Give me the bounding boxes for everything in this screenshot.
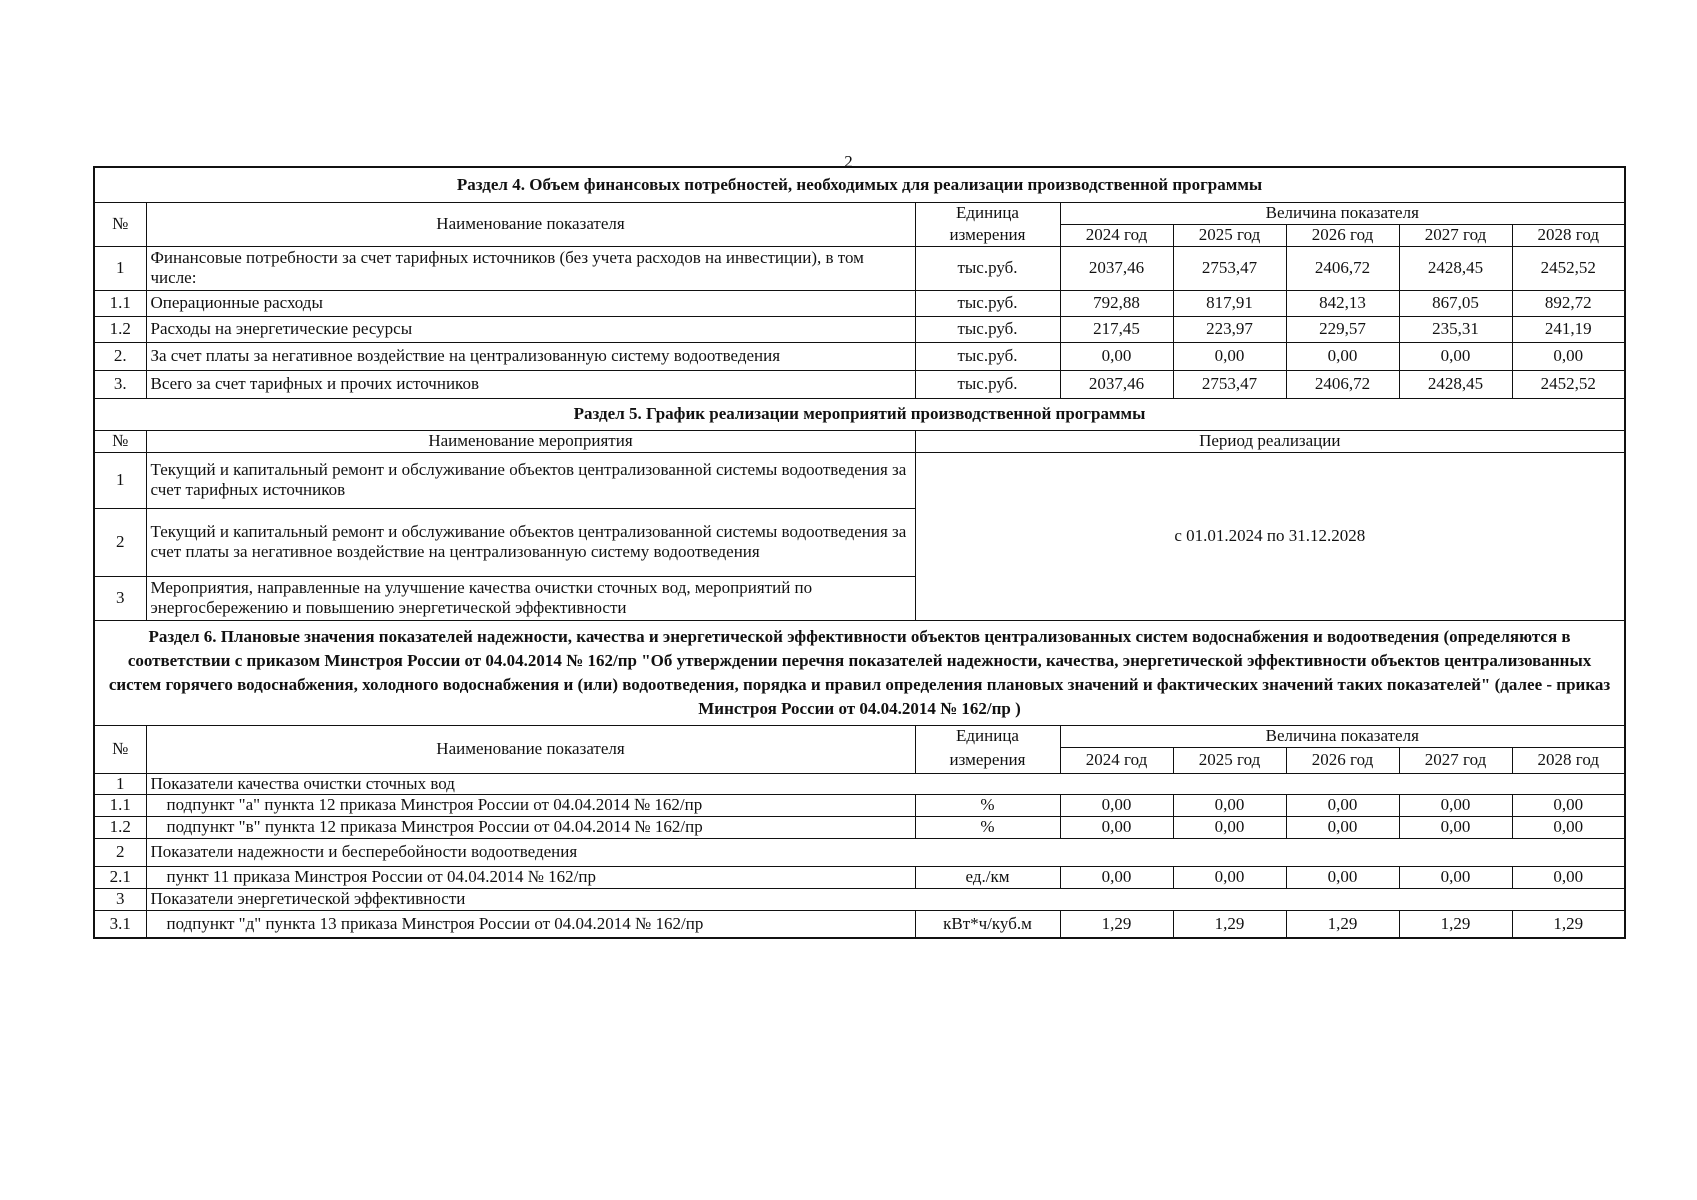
row-name: Финансовые потребности за счет тарифных источников (без учета расходов на инвестиции), в том числе: xyxy=(146,246,915,290)
value-2028: 0,00 xyxy=(1512,342,1625,370)
value-2026: 0,00 xyxy=(1286,342,1399,370)
value-2024: 1,29 xyxy=(1060,910,1173,938)
row-name: подпункт "в" пункта 12 приказа Минстроя России от 04.04.2014 № 162/пр xyxy=(146,816,915,838)
value-2027: 0,00 xyxy=(1399,816,1512,838)
section6-title: Раздел 6. Плановые значения показателей надежности, качества и энергетической эффективности объектов централизованных систем водоснабжения и водоотведения (определяются в соответствии с приказом Минстроя России от 04.04.2014 № 162/пр "Об утверждении перечня показателей надежности, качества, энергетической эффективности объектов централизованных систем горячего водоснабжения, холодного водоснабжения и (или) водоотведения, порядка и правил определения плановых значений и фактических значений таких показателей" (далее - приказ Минстроя России от 04.04.2014 № 162/пр ) xyxy=(94,620,1625,725)
row-num: 3 xyxy=(94,888,146,910)
header-value: Величина показателя xyxy=(1060,202,1625,224)
row-num: 3. xyxy=(94,370,146,398)
value-2025: 0,00 xyxy=(1173,866,1286,888)
row-name: Всего за счет тарифных и прочих источников xyxy=(146,370,915,398)
table-row xyxy=(94,452,1625,508)
value-2024: 2037,46 xyxy=(1060,370,1173,398)
value-2028: 0,00 xyxy=(1512,794,1625,816)
section6-title-row xyxy=(94,620,1625,725)
section5-title-row xyxy=(94,398,1625,430)
header-period: Период реализации xyxy=(915,430,1625,452)
value-2028: 2452,52 xyxy=(1512,246,1625,290)
row-num: 1.1 xyxy=(94,290,146,316)
row-unit: ед./км xyxy=(915,866,1060,888)
year-2027: 2027 год xyxy=(1399,747,1512,773)
row-unit: тыс.руб. xyxy=(915,290,1060,316)
value-2028: 0,00 xyxy=(1512,866,1625,888)
value-2028: 1,29 xyxy=(1512,910,1625,938)
group-row xyxy=(94,773,1625,794)
table-row xyxy=(94,342,1625,370)
year-2025: 2025 год xyxy=(1173,224,1286,246)
row-num: 1.1 xyxy=(94,794,146,816)
row-num: 2. xyxy=(94,342,146,370)
row-name: подпункт "д" пункта 13 приказа Минстроя России от 04.04.2014 № 162/пр xyxy=(146,910,915,938)
row-name: пункт 11 приказа Минстроя России от 04.04.2014 № 162/пр xyxy=(146,866,915,888)
value-2025: 0,00 xyxy=(1173,342,1286,370)
year-2024: 2024 год xyxy=(1060,747,1173,773)
table-row xyxy=(94,794,1625,816)
header-num: № xyxy=(94,725,146,773)
value-2026: 0,00 xyxy=(1286,866,1399,888)
year-2026: 2026 год xyxy=(1286,747,1399,773)
row-name: Расходы на энергетические ресурсы xyxy=(146,316,915,342)
value-2027: 0,00 xyxy=(1399,866,1512,888)
value-2024: 2037,46 xyxy=(1060,246,1173,290)
row-unit: тыс.руб. xyxy=(915,316,1060,342)
group-name: Показатели надежности и бесперебойности водоотведения xyxy=(146,838,1625,866)
group-row xyxy=(94,838,1625,866)
value-2027: 235,31 xyxy=(1399,316,1512,342)
row-unit: тыс.руб. xyxy=(915,370,1060,398)
value-2025: 0,00 xyxy=(1173,794,1286,816)
row-num: 2 xyxy=(94,838,146,866)
row-num: 1.2 xyxy=(94,316,146,342)
row-unit: кВт*ч/куб.м xyxy=(915,910,1060,938)
year-2027: 2027 год xyxy=(1399,224,1512,246)
header-unit-line1: Единица xyxy=(915,725,1060,747)
section4-title: Раздел 4. Объем финансовых потребностей, необходимых для реализации производственной программы xyxy=(94,167,1625,202)
header-name: Наименование показателя xyxy=(146,202,915,246)
table-row xyxy=(94,866,1625,888)
value-2025: 817,91 xyxy=(1173,290,1286,316)
value-2028: 0,00 xyxy=(1512,816,1625,838)
section5-title: Раздел 5. График реализации мероприятий производственной программы xyxy=(94,398,1625,430)
header-unit-line2: измерения xyxy=(915,747,1060,773)
row-num: 3 xyxy=(94,576,146,620)
value-2025: 2753,47 xyxy=(1173,246,1286,290)
year-2026: 2026 год xyxy=(1286,224,1399,246)
row-name: За счет платы за негативное воздействие на централизованную систему водоотведения xyxy=(146,342,915,370)
value-2024: 0,00 xyxy=(1060,794,1173,816)
row-unit: % xyxy=(915,816,1060,838)
row-unit: тыс.руб. xyxy=(915,246,1060,290)
section5-header-row xyxy=(94,430,1625,452)
value-2026: 229,57 xyxy=(1286,316,1399,342)
row-name: подпункт "а" пункта 12 приказа Минстроя России от 04.04.2014 № 162/пр xyxy=(146,794,915,816)
value-2028: 241,19 xyxy=(1512,316,1625,342)
group-name: Показатели энергетической эффективности xyxy=(146,888,1625,910)
value-2026: 2406,72 xyxy=(1286,370,1399,398)
table-row xyxy=(94,910,1625,938)
group-row xyxy=(94,888,1625,910)
header-num: № xyxy=(94,430,146,452)
value-2028: 892,72 xyxy=(1512,290,1625,316)
value-2027: 2428,45 xyxy=(1399,246,1512,290)
document-table xyxy=(93,166,1626,939)
table-row xyxy=(94,290,1625,316)
row-unit: % xyxy=(915,794,1060,816)
year-2025: 2025 год xyxy=(1173,747,1286,773)
header-value: Величина показателя xyxy=(1060,725,1625,747)
value-2026: 1,29 xyxy=(1286,910,1399,938)
value-2026: 0,00 xyxy=(1286,794,1399,816)
value-2025: 1,29 xyxy=(1173,910,1286,938)
value-2027: 0,00 xyxy=(1399,342,1512,370)
row-name: Текущий и капитальный ремонт и обслуживание объектов централизованной системы водоотведения за счет платы за негативное воздействие на централизованную систему водоотведения xyxy=(146,508,915,576)
row-num: 1 xyxy=(94,452,146,508)
value-2024: 217,45 xyxy=(1060,316,1173,342)
section4-header-row xyxy=(94,202,1625,224)
value-2025: 0,00 xyxy=(1173,816,1286,838)
value-2027: 2428,45 xyxy=(1399,370,1512,398)
year-2024: 2024 год xyxy=(1060,224,1173,246)
table-row xyxy=(94,370,1625,398)
table-row xyxy=(94,816,1625,838)
row-num: 1 xyxy=(94,773,146,794)
value-2027: 1,29 xyxy=(1399,910,1512,938)
value-2025: 223,97 xyxy=(1173,316,1286,342)
value-2027: 867,05 xyxy=(1399,290,1512,316)
value-2027: 0,00 xyxy=(1399,794,1512,816)
table-row xyxy=(94,316,1625,342)
year-2028: 2028 год xyxy=(1512,224,1625,246)
value-2024: 0,00 xyxy=(1060,866,1173,888)
header-unit-line1: Единица xyxy=(915,202,1060,224)
row-unit: тыс.руб. xyxy=(915,342,1060,370)
period-value: с 01.01.2024 по 31.12.2028 xyxy=(915,452,1625,620)
page-number: 2 xyxy=(844,152,853,171)
row-num: 3.1 xyxy=(94,910,146,938)
section4-title-row xyxy=(94,167,1625,202)
row-name: Операционные расходы xyxy=(146,290,915,316)
value-2026: 0,00 xyxy=(1286,816,1399,838)
header-name: Наименование показателя xyxy=(146,725,915,773)
value-2024: 792,88 xyxy=(1060,290,1173,316)
value-2026: 2406,72 xyxy=(1286,246,1399,290)
row-num: 2 xyxy=(94,508,146,576)
section6-header-row xyxy=(94,725,1625,747)
value-2024: 0,00 xyxy=(1060,816,1173,838)
group-name: Показатели качества очистки сточных вод xyxy=(146,773,1625,794)
header-num: № xyxy=(94,202,146,246)
row-name: Мероприятия, направленные на улучшение качества очистки сточных вод, мероприятий по энергосбережению и повышению энергетической эффективности xyxy=(146,576,915,620)
value-2026: 842,13 xyxy=(1286,290,1399,316)
row-num: 2.1 xyxy=(94,866,146,888)
header-unit-line2: измерения xyxy=(915,224,1060,246)
table-row xyxy=(94,246,1625,290)
value-2028: 2452,52 xyxy=(1512,370,1625,398)
row-name: Текущий и капитальный ремонт и обслуживание объектов централизованной системы водоотведения за счет тарифных источников xyxy=(146,452,915,508)
year-2028: 2028 год xyxy=(1512,747,1625,773)
row-num: 1.2 xyxy=(94,816,146,838)
header-event-name: Наименование мероприятия xyxy=(146,430,915,452)
row-num: 1 xyxy=(94,246,146,290)
value-2024: 0,00 xyxy=(1060,342,1173,370)
value-2025: 2753,47 xyxy=(1173,370,1286,398)
